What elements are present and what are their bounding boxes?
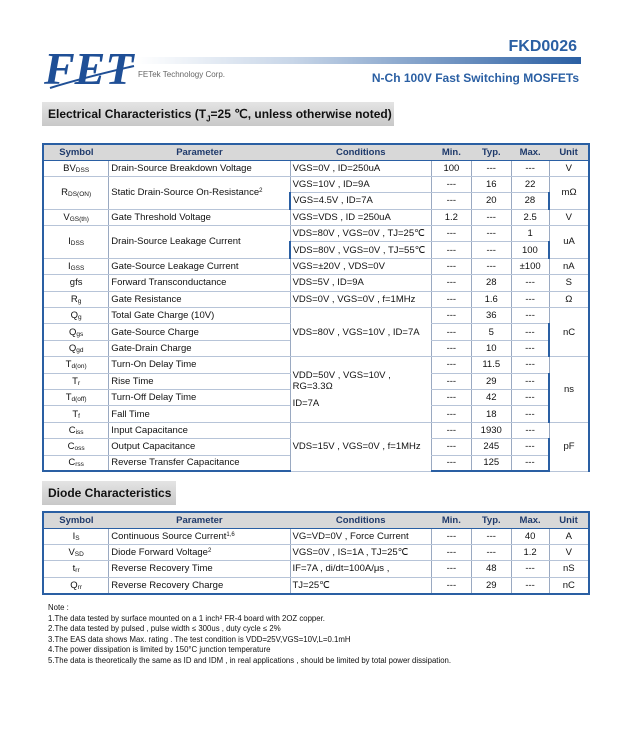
col-header: Unit	[549, 512, 589, 528]
min-cell: ---	[431, 324, 471, 340]
document-subtitle: N-Ch 100V Fast Switching MOSFETs	[371, 71, 579, 85]
unit-cell: mΩ	[549, 176, 589, 209]
table-row	[43, 561, 589, 577]
max-cell: 28	[511, 193, 549, 209]
max-cell: ---	[511, 275, 549, 291]
condition-cell: VDS=0V , VGS=0V , f=1MHz	[290, 291, 431, 307]
max-cell: ---	[511, 422, 549, 438]
condition-cell: TJ=25℃	[290, 577, 431, 593]
unit-cell: Ω	[549, 291, 589, 307]
typ-cell: 5	[471, 324, 511, 340]
unit-cell: nS	[549, 561, 589, 577]
condition-cell: VG=VD=0V , Force Current	[290, 528, 431, 544]
col-header: Typ.	[471, 512, 511, 528]
max-cell: 1.2	[511, 544, 549, 560]
table-row	[43, 226, 589, 242]
col-header: Min.	[431, 144, 471, 160]
symbol-cell: $V_{GS(th)}$	[43, 209, 109, 225]
table-row	[43, 357, 589, 373]
symbol-cell: $Q_g$	[43, 308, 109, 324]
parameter-cell: Reverse Recovery Charge	[109, 577, 290, 593]
max-cell: 22	[511, 176, 549, 192]
typ-cell: 20	[471, 193, 511, 209]
max-cell: ---	[511, 389, 549, 405]
max-cell: ---	[511, 406, 549, 422]
min-cell: ---	[431, 308, 471, 324]
parameter-cell: Rise Time	[109, 373, 290, 389]
condition-cell: VGS=VDS , ID =250uA	[290, 209, 431, 225]
condition-cell: VDS=80V , VGS=10V , ID=7A	[290, 308, 431, 357]
typ-cell: 125	[471, 455, 511, 471]
typ-cell: 18	[471, 406, 511, 422]
diode-heading: Diode Characteristics	[42, 481, 176, 505]
condition-cell: VDS=80V , VGS=0V , TJ=25℃	[290, 226, 431, 242]
table-row	[43, 209, 589, 225]
typ-cell: 1930	[471, 422, 511, 438]
unit-cell: V	[549, 209, 589, 225]
unit-cell: nC	[549, 308, 589, 357]
condition-cell: VDS=15V , VGS=0V , f=1MHz	[290, 422, 431, 471]
unit-cell: nC	[549, 577, 589, 593]
symbol-cell: $t_{rr}$	[43, 561, 109, 577]
electrical-table	[42, 143, 590, 472]
typ-cell: 36	[471, 308, 511, 324]
parameter-cell: Reverse Transfer Capacitance	[109, 455, 290, 471]
logo-text: FET	[44, 43, 134, 94]
table-header-row	[43, 512, 589, 528]
parameter-cell: Gate-Source Leakage Current	[109, 258, 290, 274]
unit-cell: V	[549, 544, 589, 560]
typ-cell: 11.5	[471, 357, 511, 373]
parameter-cell: Input Capacitance	[109, 422, 290, 438]
min-cell: ---	[431, 528, 471, 544]
symbol-cell: $T_{d(off)}$	[43, 389, 109, 405]
parameter-cell: Turn-Off Delay Time	[109, 389, 290, 405]
col-header: Unit	[549, 144, 589, 160]
typ-cell: ---	[471, 209, 511, 225]
typ-cell: 28	[471, 275, 511, 291]
condition-cell: VDS=5V , ID=9A	[290, 275, 431, 291]
typ-cell: 29	[471, 577, 511, 593]
condition-cell: VGS=4.5V , ID=7A	[290, 193, 431, 209]
typ-cell: ---	[471, 258, 511, 274]
min-cell: ---	[431, 389, 471, 405]
condition-cell: VGS=±20V , VDS=0V	[290, 258, 431, 274]
typ-cell: 48	[471, 561, 511, 577]
max-cell: 1	[511, 226, 549, 242]
max-cell: ---	[511, 577, 549, 593]
parameter-cell: Gate-Drain Charge	[109, 340, 290, 356]
max-cell: ---	[511, 455, 549, 471]
table-row	[43, 308, 589, 324]
table-header-row	[43, 144, 589, 160]
table-row	[43, 577, 589, 593]
min-cell: ---	[431, 275, 471, 291]
min-cell: ---	[431, 176, 471, 192]
col-header: Parameter	[109, 144, 290, 160]
parameter-cell: Drain-Source Breakdown Voltage	[109, 160, 290, 176]
condition-cell: VDD=50V , VGS=10V , RG=3.3Ω ID=7A	[290, 357, 431, 423]
min-cell: ---	[431, 439, 471, 455]
min-cell: ---	[431, 455, 471, 471]
note-item: 3.The EAS data shows Max. rating . The test condition is VDD=25V,VGS=10V,L=0.1mH	[48, 634, 351, 644]
table-row	[43, 176, 589, 192]
unit-cell: ns	[549, 357, 589, 423]
typ-cell: 42	[471, 389, 511, 405]
table-row	[43, 422, 589, 438]
typ-cell: 1.6	[471, 291, 511, 307]
unit-cell: A	[549, 528, 589, 544]
col-header: Conditions	[290, 144, 431, 160]
unit-cell: pF	[549, 422, 589, 471]
unit-cell: nA	[549, 258, 589, 274]
unit-cell: S	[549, 275, 589, 291]
parameter-cell: Turn-On Delay Time	[109, 357, 290, 373]
symbol-cell: $T_{d(on)}$	[43, 357, 109, 373]
unit-cell: V	[549, 160, 589, 176]
table-row	[43, 258, 589, 274]
max-cell: ---	[511, 561, 549, 577]
symbol-cell: $Q_{rr}$	[43, 577, 109, 593]
table-row	[43, 544, 589, 560]
parameter-cell: Gate Resistance	[109, 291, 290, 307]
col-header: Max.	[511, 512, 549, 528]
max-cell: ---	[511, 308, 549, 324]
col-header: Min.	[431, 512, 471, 528]
diode-table	[42, 511, 590, 595]
parameter-cell: Static Drain-Source On-Resistance$^2$	[109, 176, 290, 209]
typ-cell: ---	[471, 544, 511, 560]
condition-cell: IF=7A , di/dt=100A/μs ,	[290, 561, 431, 577]
parameter-cell: Output Capacitance	[109, 439, 290, 455]
parameter-cell: Reverse Recovery Time	[109, 561, 290, 577]
min-cell: ---	[431, 406, 471, 422]
min-cell: 100	[431, 160, 471, 176]
max-cell: ---	[511, 357, 549, 373]
min-cell: ---	[431, 242, 471, 258]
header-bar	[136, 57, 581, 64]
symbol-cell: gfs	[43, 275, 109, 291]
symbol-cell: $C_{rss}$	[43, 455, 109, 471]
min-cell: ---	[431, 561, 471, 577]
max-cell: ±100	[511, 258, 549, 274]
fet-logo	[42, 38, 142, 98]
parameter-cell: Drain-Source Leakage Current	[109, 226, 290, 259]
notes-section	[48, 603, 451, 666]
symbol-cell: $BV_{DSS}$	[43, 160, 109, 176]
note-item: 4.The power dissipation is limited by 150°C junction temperature	[48, 645, 271, 654]
electrical-heading: Electrical Characteristics ($T_J=25$ ℃, unless otherwise noted)	[42, 102, 394, 126]
typ-cell: 10	[471, 340, 511, 356]
symbol-cell: $I_{DSS}$	[43, 226, 109, 259]
max-cell: 100	[511, 242, 549, 258]
min-cell: ---	[431, 577, 471, 593]
col-header: Symbol	[43, 144, 109, 160]
max-cell: ---	[511, 373, 549, 389]
company-name: FETek Technology Corp.	[138, 70, 226, 79]
min-cell: ---	[431, 422, 471, 438]
max-cell: ---	[511, 340, 549, 356]
condition-cell: VGS=0V , IS=1A , TJ=25℃	[290, 544, 431, 560]
table-row	[43, 160, 589, 176]
col-header: Parameter	[109, 512, 290, 528]
parameter-cell: Gate Threshold Voltage	[109, 209, 290, 225]
note-item: 2.The data tested by pulsed , pulse width ≤ 300us , duty cycle ≤ 2%	[48, 624, 281, 633]
table-row	[43, 291, 589, 307]
condition-cell: VGS=0V , ID=250uA	[290, 160, 431, 176]
typ-cell: ---	[471, 160, 511, 176]
max-cell: ---	[511, 160, 549, 176]
symbol-cell: $I_S$	[43, 528, 109, 544]
min-cell: ---	[431, 193, 471, 209]
note-item: 1.The data tested by surface mounted on a 1 inch² FR-4 board with 2OZ copper.	[48, 613, 325, 623]
min-cell: ---	[431, 357, 471, 373]
parameter-cell: Continuous Source Current$^{1,6}$	[109, 528, 290, 544]
min-cell: ---	[431, 291, 471, 307]
min-cell: ---	[431, 544, 471, 560]
symbol-cell: $T_f$	[43, 406, 109, 422]
part-number: FKD0026	[508, 38, 577, 55]
symbol-cell: $Q_{gs}$	[43, 324, 109, 340]
parameter-cell: Forward Transconductance	[109, 275, 290, 291]
max-cell: ---	[511, 439, 549, 455]
typ-cell: 29	[471, 373, 511, 389]
condition-cell: VGS=10V , ID=9A	[290, 176, 431, 192]
symbol-cell: $R_{DS(ON)}$	[43, 176, 109, 209]
symbol-cell: $R_g$	[43, 291, 109, 307]
symbol-cell: $C_{iss}$	[43, 422, 109, 438]
min-cell: 1.2	[431, 209, 471, 225]
unit-cell: uA	[549, 226, 589, 259]
typ-cell: ---	[471, 242, 511, 258]
table-row	[43, 275, 589, 291]
typ-cell: 245	[471, 439, 511, 455]
note-item: 5.The data is theoretically the same as ID and IDM , in real applications , should be limited by total power dissipation.	[48, 655, 452, 665]
min-cell: ---	[431, 340, 471, 356]
max-cell: 40	[511, 528, 549, 544]
notes-title: Note :	[48, 603, 69, 612]
col-header: Conditions	[290, 512, 431, 528]
parameter-cell: Fall Time	[109, 406, 290, 422]
max-cell: ---	[511, 291, 549, 307]
max-cell: 2.5	[511, 209, 549, 225]
symbol-cell: $I_{GSS}$	[43, 258, 109, 274]
col-header: Typ.	[471, 144, 511, 160]
col-header: Symbol	[43, 512, 109, 528]
min-cell: ---	[431, 226, 471, 242]
condition-cell: VDS=80V , VGS=0V , TJ=55℃	[290, 242, 431, 258]
min-cell: ---	[431, 258, 471, 274]
typ-cell: ---	[471, 528, 511, 544]
typ-cell: 16	[471, 176, 511, 192]
col-header: Max.	[511, 144, 549, 160]
parameter-cell: Gate-Source Charge	[109, 324, 290, 340]
min-cell: ---	[431, 373, 471, 389]
parameter-cell: Diode Forward Voltage$^2$	[109, 544, 290, 560]
symbol-cell: $C_{oss}$	[43, 439, 109, 455]
symbol-cell: $T_r$	[43, 373, 109, 389]
symbol-cell: $V_{SD}$	[43, 544, 109, 560]
table-row	[43, 528, 589, 544]
symbol-cell: $Q_{gd}$	[43, 340, 109, 356]
parameter-cell: Total Gate Charge (10V)	[109, 308, 290, 324]
max-cell: ---	[511, 324, 549, 340]
typ-cell: ---	[471, 226, 511, 242]
